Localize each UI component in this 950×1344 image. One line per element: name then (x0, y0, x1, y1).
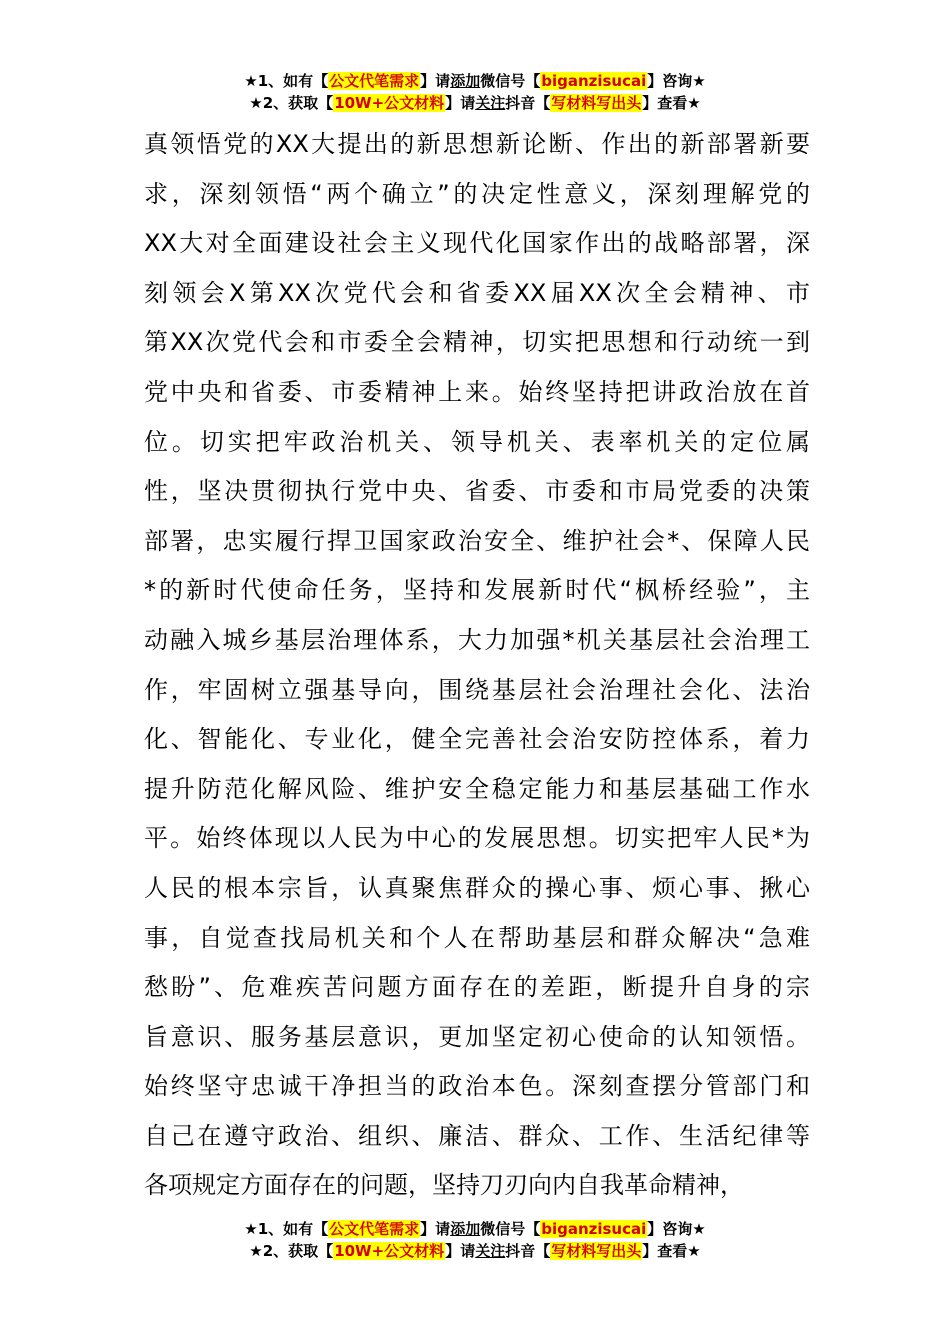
text-line: 事，自觉查找局机关和个人在帮助基层和群众解决“急难 (144, 923, 810, 952)
text-line: 真领悟党的XX大提出的新思想新论断、作出的新部署新要 (144, 130, 810, 158)
banner-highlight: 写材料写出头 (551, 1242, 642, 1260)
banner-highlight: 10W+公文材料 (334, 1242, 445, 1260)
text-line: 人民的根本宗旨，认真聚焦群众的操心事、烦心事、揪心 (144, 873, 810, 902)
document-body (144, 120, 810, 1211)
text-line: 部署，忠实履行捍卫国家政治安全、维护社会*、保障人民 (144, 526, 810, 555)
text-line: 位。切实把牢政治机关、领导机关、表率机关的定位属 (144, 427, 810, 456)
banner-line-2: ★2、获取【10W+公文材料】请关注抖音【写材料写出头】查看★ (249, 1242, 701, 1260)
banner-line-2: ★2、获取【10W+公文材料】请关注抖音【写材料写出头】查看★ (249, 94, 701, 112)
text-line: 始终坚守忠诚干净担当的政治本色。深刻查摆分管部门和 (144, 1072, 810, 1101)
text-line: 求，深刻领悟“两个确立”的决定性意义，深刻理解党的 (144, 179, 810, 208)
banner-highlight: 公文代笔需求 (329, 1220, 420, 1238)
banner-highlight: biganzisucai (541, 1220, 647, 1238)
text-line: 提升防范化解风险、维护安全稳定能力和基层基础工作水 (144, 774, 810, 803)
text-line: *的新时代使命任务，坚持和发展新时代“枫桥经验”，主 (144, 576, 810, 605)
banner-line-1: ★1、如有【公文代笔需求】请添加微信号【biganzisucai】咨询★ (244, 1220, 706, 1238)
text-line: 性，坚决贯彻执行党中央、省委、市委和市局党委的决策 (144, 477, 810, 506)
banner-highlight: biganzisucai (541, 72, 647, 90)
text-line: 旨意识、服务基层意识，更加坚定初心使命的认知领悟。 (144, 1022, 810, 1051)
text-line: 作，牢固树立强基导向，围绕基层社会治理社会化、法治 (144, 675, 810, 704)
text-line: 第XX次党代会和市委全会精神，切实把思想和行动统一到 (144, 328, 810, 357)
text-line: 动融入城乡基层治理体系，大力加强*机关基层社会治理工 (144, 625, 810, 654)
banner-line-1: ★1、如有【公文代笔需求】请添加微信号【biganzisucai】咨询★ (244, 72, 706, 90)
text-line: 刻领会X第XX次党代会和省委XX届XX次全会精神、市 (144, 278, 810, 307)
text-line: 各项规定方面存在的问题，坚持刀刃向内自我革命精神， (144, 1171, 744, 1200)
footer-banner (0, 1218, 950, 1262)
banner-highlight: 写材料写出头 (551, 94, 642, 112)
text-line: 平。始终体现以人民为中心的发展思想。切实把牢人民*为 (144, 824, 810, 853)
text-line: 党中央和省委、市委精神上来。始终坚持把讲政治放在首 (144, 377, 810, 406)
text-line: 愁盼”、危难疾苦问题方面存在的差距，断提升自身的宗 (144, 973, 810, 1002)
banner-highlight: 公文代笔需求 (329, 72, 420, 90)
text-line: 化、智能化、专业化，健全完善社会治安防控体系，着力 (144, 725, 810, 754)
text-line: 自己在遵守政治、组织、廉洁、群众、工作、生活纪律等 (144, 1121, 810, 1150)
banner-highlight: 10W+公文材料 (334, 94, 445, 112)
header-banner (0, 70, 950, 114)
text-line: XX大对全面建设社会主义现代化国家作出的战略部署，深 (144, 229, 810, 258)
